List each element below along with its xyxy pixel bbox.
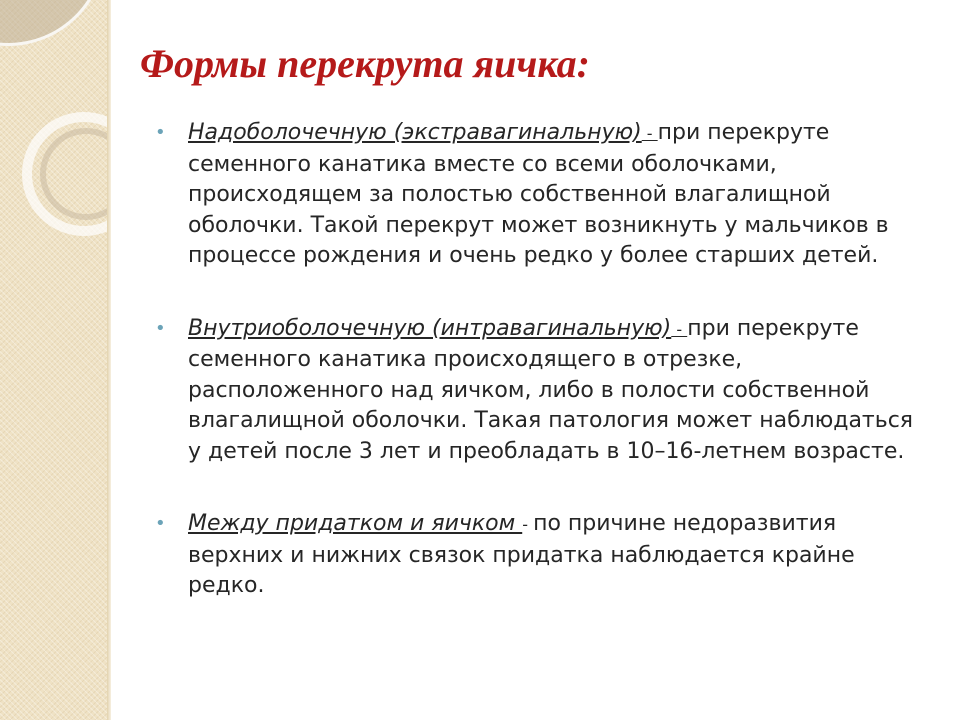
bullet-dot-icon: • bbox=[155, 122, 166, 143]
decorative-circle bbox=[0, 0, 106, 46]
bullet-item-extravaginal bbox=[155, 118, 925, 272]
bullet-dot-icon: • bbox=[155, 317, 166, 339]
bullet-item-between-epididymis-testis bbox=[155, 509, 925, 602]
bullet-separator: - bbox=[641, 124, 658, 143]
bullet-separator: - bbox=[671, 319, 688, 339]
bullet-text: по причине недоразвития верхних и нижних связок придатка наблюдается крайне редко. bbox=[188, 511, 855, 598]
panel-edge bbox=[107, 0, 111, 720]
bullet-text: при перекруте семенного канатика происходящего в отрезке, расположенного над яичком, либо в полости собственной влагалищной оболочки. Такая патология может наблюдаться у детей после 3 лет и преобладать в 10–16-летнем возрасте. bbox=[188, 315, 914, 464]
slide-title: Формы перекрута яичка: bbox=[140, 41, 590, 86]
bullet-item-intravaginal bbox=[155, 314, 925, 468]
slide-content bbox=[155, 118, 925, 644]
bullet-term: Надоболочечную (экстравагинальную) bbox=[188, 120, 642, 145]
bullet-dot-icon: • bbox=[155, 513, 166, 534]
bullet-text: при перекруте семенного канатика вместе со всеми оболочками, происходящем за полостью собственной влагалищной оболочки. Такой перекрут может возникнуть у мальчиков в процессе рождения и очень редко у более старших детей. bbox=[188, 120, 889, 268]
bullet-separator: - bbox=[522, 515, 534, 534]
bullet-term: Внутриоболочечную (интравагинальную) bbox=[188, 315, 672, 341]
bullet-term: Между придатком и яичком bbox=[188, 511, 523, 536]
decorative-side-panel bbox=[0, 0, 107, 720]
